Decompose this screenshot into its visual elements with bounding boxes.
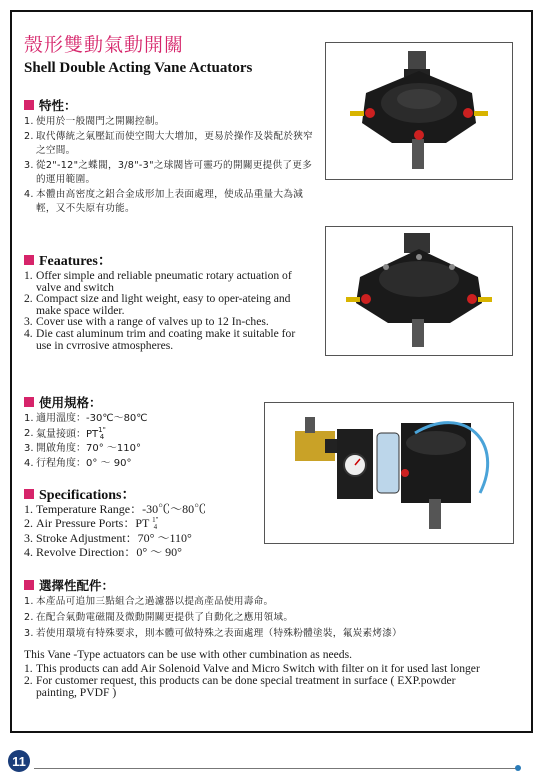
options-cn-heading-text: 選擇性配件： (39, 578, 115, 593)
list-item (24, 130, 314, 159)
features-en-list (24, 270, 304, 351)
options-cn-list (24, 594, 494, 642)
item-num: 1. (24, 413, 34, 424)
list-item (24, 442, 244, 457)
item-text: 取代傳統之氣壓缸而使空間大大增加，更易於操作及裝配於狹窄之空間。 (36, 130, 314, 156)
item-value: -30℃～80℃ (86, 413, 148, 424)
frac-bottom: 4 (99, 432, 105, 441)
spec-en-heading (24, 484, 135, 504)
item-text: 在配合氣動電磁閥及微動開關更提供了自動化之應用領域。 (36, 612, 294, 623)
item-num: 3. (24, 159, 34, 171)
bullet-square-icon (24, 580, 34, 590)
item-label: 開啟角度： (36, 443, 86, 454)
actuator-image (326, 43, 512, 179)
footer-divider (34, 768, 516, 769)
features-en-heading (24, 250, 112, 270)
frac-top: 1" (98, 425, 106, 434)
item-text: 本產品可追加三點組合之過濾器以提高產品使用壽命。 (36, 596, 274, 607)
item-text: This products can add Air Solenoid Valve and Micro Switch with filter on it for used last longer (36, 662, 480, 675)
options-en-note: This Vane -Type actuators can be use with other cumbination as needs. (24, 648, 353, 661)
list-item (24, 270, 304, 293)
item-text: 使用於一般閥門之開關控制。 (36, 116, 165, 127)
item-label: Revolve Direction： (36, 545, 137, 560)
item-num: 1. (24, 662, 33, 675)
item-text: Compact size and light weight, easy to oper-ateing and make space wilder. (36, 292, 291, 317)
item-num: 2. (24, 427, 34, 439)
item-label: Air Pressure Ports： (36, 516, 136, 530)
assembly-image (265, 403, 513, 543)
item-num: 1. (24, 502, 33, 516)
item-text: Die cast aluminum trim and coating make it suitable for use in cvrrosive atmospheres. (36, 326, 296, 352)
actuator-image (326, 227, 512, 355)
item-text: For customer request, this products can be done special treatment in surface ( EXP.powder painting, PVDF ) (36, 673, 456, 699)
frac-bottom: 4 (153, 523, 158, 532)
options-cn-heading (24, 576, 114, 594)
frac-top: 1" (152, 516, 159, 525)
page-title-en: Shell Double Acting Vane Actuators (24, 60, 253, 76)
bullet-square-icon (24, 100, 34, 110)
item-num: 4. (24, 457, 34, 469)
list-item (24, 328, 304, 351)
spec-cn-heading (24, 393, 102, 411)
item-num: 4. (24, 188, 34, 200)
list-item (24, 159, 314, 188)
item-label: 氣量接頭： (36, 428, 86, 440)
assembly-photo (264, 402, 514, 544)
item-num: 3. (24, 443, 34, 454)
features-cn-heading-text: 特性： (39, 98, 77, 113)
item-num: 4. (24, 545, 33, 560)
bullet-square-icon (24, 489, 34, 499)
features-en-heading-text: Feaatures： (39, 254, 112, 269)
item-num: 2. (24, 130, 34, 142)
item-label: Stroke Adjustment： (36, 531, 138, 546)
page-number-badge: 11 (8, 750, 30, 772)
item-num: 1. (24, 116, 34, 127)
item-text: Cover use with a range of valves up to 12 In-ches. (36, 315, 269, 329)
item-value: 0° ～ 90° (86, 457, 132, 469)
item-num: 2. (24, 673, 33, 687)
list-item (24, 531, 284, 545)
list-item (24, 594, 494, 610)
list-item (24, 626, 494, 642)
item-num: 1. (24, 596, 34, 607)
spec-en-heading-text: Specifications： (39, 488, 136, 503)
item-value: PT (135, 516, 150, 530)
actuator-photo-1 (325, 42, 513, 180)
fraction (98, 427, 106, 441)
bullet-square-icon (24, 255, 34, 265)
list-item (24, 457, 244, 472)
fraction (152, 517, 158, 531)
spec-en-list (24, 502, 284, 559)
item-value: -30℃～80℃ (142, 502, 207, 516)
list-item (24, 545, 284, 559)
item-label: 適用溫度： (36, 413, 86, 424)
item-num: 2. (24, 612, 34, 623)
item-value: 70° ～110° (137, 531, 192, 546)
item-num: 3. (24, 628, 34, 639)
list-item (24, 115, 314, 130)
item-num: 4. (24, 326, 33, 340)
item-value: PT (86, 428, 99, 440)
item-num: 3. (24, 315, 33, 329)
item-label: 行程角度： (36, 457, 86, 469)
item-value: 70° ～110° (86, 443, 141, 454)
item-value: 0° ～ 90° (136, 545, 182, 560)
list-item (24, 293, 304, 316)
item-num: 1. (24, 269, 33, 282)
item-num: 3. (24, 531, 33, 546)
page-title-cn: 殼形雙動氣動開關 (24, 34, 185, 56)
item-num: 2. (24, 292, 33, 306)
actuator-photo-2 (325, 226, 513, 356)
spec-cn-list (24, 412, 244, 471)
list-item (24, 427, 244, 443)
item-num: 2. (24, 516, 33, 530)
features-cn-list (24, 115, 314, 217)
list-item (24, 188, 314, 217)
list-item (24, 516, 284, 531)
bullet-square-icon (24, 397, 34, 407)
item-label: Temperature Range： (36, 502, 143, 516)
options-en-list (24, 663, 494, 698)
item-text: 從2"-12"之蝶閥，3/8"-3"之球閥皆可靈巧的開關更提供了更多的運用範圍。 (36, 159, 313, 185)
list-item (24, 412, 244, 427)
list-item (24, 610, 494, 626)
list-item (24, 675, 494, 699)
item-text: 若使用環境有特殊要求，則本體可做特殊之表面處理（特殊粉體塗裝，氟炭素烤漆） (36, 628, 403, 639)
spec-cn-heading-text: 使用規格： (39, 395, 102, 410)
item-text: 本體由高密度之鋁合金成形加上表面處理，使成品重量大為減輕，又不失原有功能。 (36, 188, 304, 214)
footer-dot-icon (515, 765, 521, 771)
list-item (24, 502, 284, 516)
features-cn-heading (24, 96, 77, 114)
item-text: Offer simple and reliable pneumatic rotary actuation of valve and switch (36, 269, 292, 294)
